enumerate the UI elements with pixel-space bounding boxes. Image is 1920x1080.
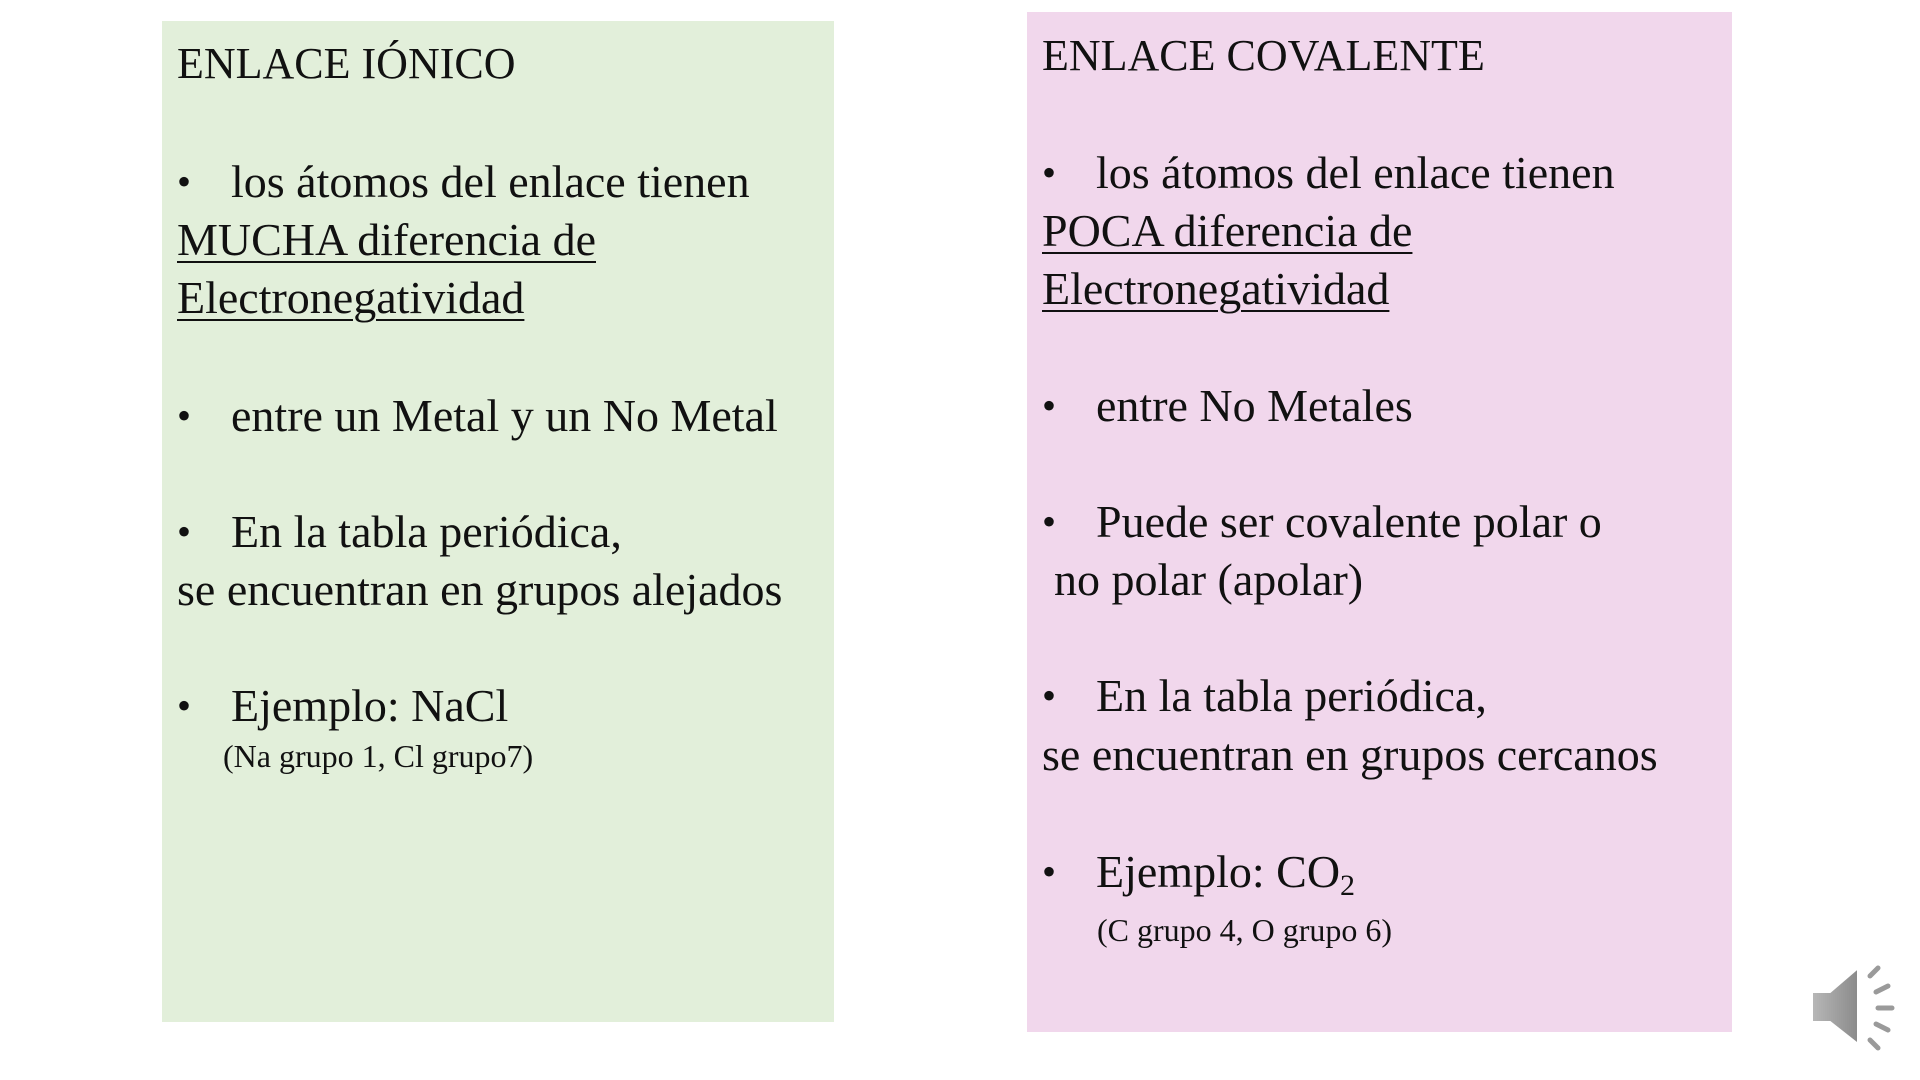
covalent-point-1-emphasis: POCA diferencia de	[1042, 205, 1413, 256]
covalent-example-note: (C grupo 4, O grupo 6)	[1097, 912, 1393, 948]
bullet: •	[1042, 383, 1057, 428]
subscript: 2	[1340, 869, 1356, 902]
bullet: •	[1042, 150, 1057, 195]
covalent-example-text: Ejemplo: CO	[1096, 846, 1341, 897]
ionic-point-2: entre un Metal y un No Metal	[231, 390, 778, 441]
covalent-point-4: En la tabla periódica,	[1096, 670, 1487, 721]
covalent-title: ENLACE COVALENTE	[1042, 31, 1485, 80]
bullet: •	[177, 509, 192, 554]
covalent-point-1: los átomos del enlace tienen	[1096, 147, 1615, 198]
bullet: •	[177, 393, 192, 438]
ionic-example-note: (Na grupo 1, Cl grupo7)	[223, 738, 534, 774]
ionic-point-1-emphasis-2: Electronegatividad	[177, 272, 525, 323]
ionic-point-3-cont: se encuentran en grupos alejados	[177, 564, 783, 615]
ionic-point-1-emphasis: MUCHA diferencia de	[177, 214, 596, 265]
covalent-point-1-emphasis-2: Electronegatividad	[1042, 263, 1390, 314]
bullet: •	[177, 159, 192, 204]
ionic-title: ENLACE IÓNICO	[177, 39, 516, 88]
ionic-point-3: En la tabla periódica,	[231, 506, 622, 557]
covalent-example	[1096, 843, 1355, 901]
bullet: •	[177, 683, 192, 728]
covalent-point-4-cont: se encuentran en grupos cercanos	[1042, 729, 1658, 780]
bullet: •	[1042, 499, 1057, 544]
covalent-point-3-cont: no polar (apolar)	[1054, 554, 1364, 605]
bullet: •	[1042, 673, 1057, 718]
speaker-icon[interactable]	[1808, 962, 1904, 1054]
covalent-point-3: Puede ser covalente polar o	[1096, 496, 1602, 547]
covalent-point-2: entre No Metales	[1096, 380, 1413, 431]
ionic-point-1: los átomos del enlace tienen	[231, 156, 750, 207]
ionic-example: Ejemplo: NaCl	[231, 680, 509, 731]
bullet: •	[1042, 849, 1057, 894]
